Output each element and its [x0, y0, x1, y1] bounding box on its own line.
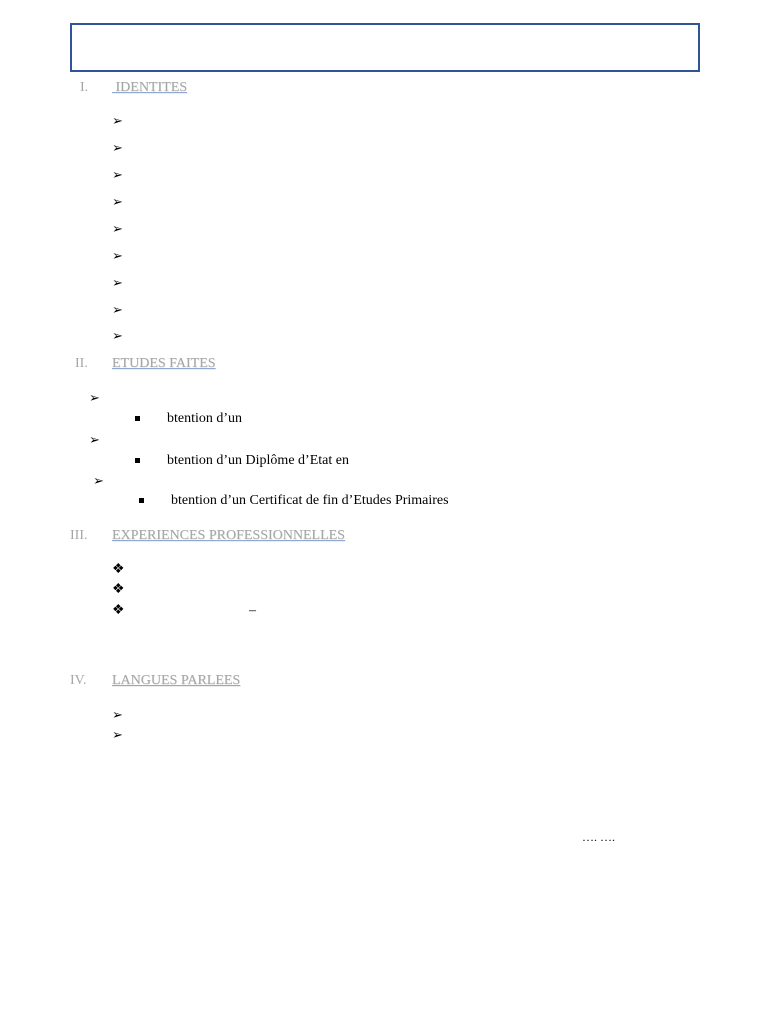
langues-bullet-1: ➢	[112, 707, 123, 722]
identites-bullet-8: ➢	[112, 302, 123, 317]
title-box	[70, 23, 700, 72]
section-1-number: I.	[80, 80, 89, 95]
etudes-sub-3: btention d’un Certificat de fin d’Etudes Primaires	[171, 493, 449, 508]
experiences-dash: –	[249, 603, 256, 618]
langues-bullet-2: ➢	[112, 727, 123, 742]
section-2-title: ETUDES FAITES	[112, 356, 216, 371]
etudes-bullet-1: ➢	[89, 390, 100, 405]
signature-dots: …. ….	[582, 830, 615, 844]
section-2-number: II.	[75, 356, 88, 371]
experiences-bullet-3: ❖	[112, 603, 125, 618]
section-3-title: EXPERIENCES PROFESSIONNELLES	[112, 528, 345, 543]
identites-bullet-7: ➢	[112, 275, 123, 290]
etudes-sub-bullet-3	[139, 498, 144, 503]
identites-bullet-1: ➢	[112, 113, 123, 128]
identites-bullet-9: ➢	[112, 328, 123, 343]
experiences-bullet-2: ❖	[112, 582, 125, 597]
section-1-title: IDENTITES	[112, 80, 188, 95]
section-4-title: LANGUES PARLEES	[112, 673, 241, 688]
etudes-sub-1: btention d’un	[167, 411, 243, 426]
identites-bullet-4: ➢	[112, 194, 123, 209]
etudes-bullet-2: ➢	[89, 432, 100, 447]
section-4-number: IV.	[70, 673, 87, 688]
identites-bullet-6: ➢	[112, 248, 123, 263]
etudes-sub-bullet-1	[135, 416, 140, 421]
etudes-sub-2: btention d’un Diplôme d’Etat en	[167, 453, 349, 468]
section-3-number: III.	[70, 528, 88, 543]
identites-bullet-5: ➢	[112, 221, 123, 236]
etudes-sub-bullet-2	[135, 458, 140, 463]
etudes-bullet-3: ➢	[93, 473, 104, 488]
experiences-bullet-1: ❖	[112, 562, 125, 577]
identites-bullet-3: ➢	[112, 167, 123, 182]
identites-bullet-2: ➢	[112, 140, 123, 155]
